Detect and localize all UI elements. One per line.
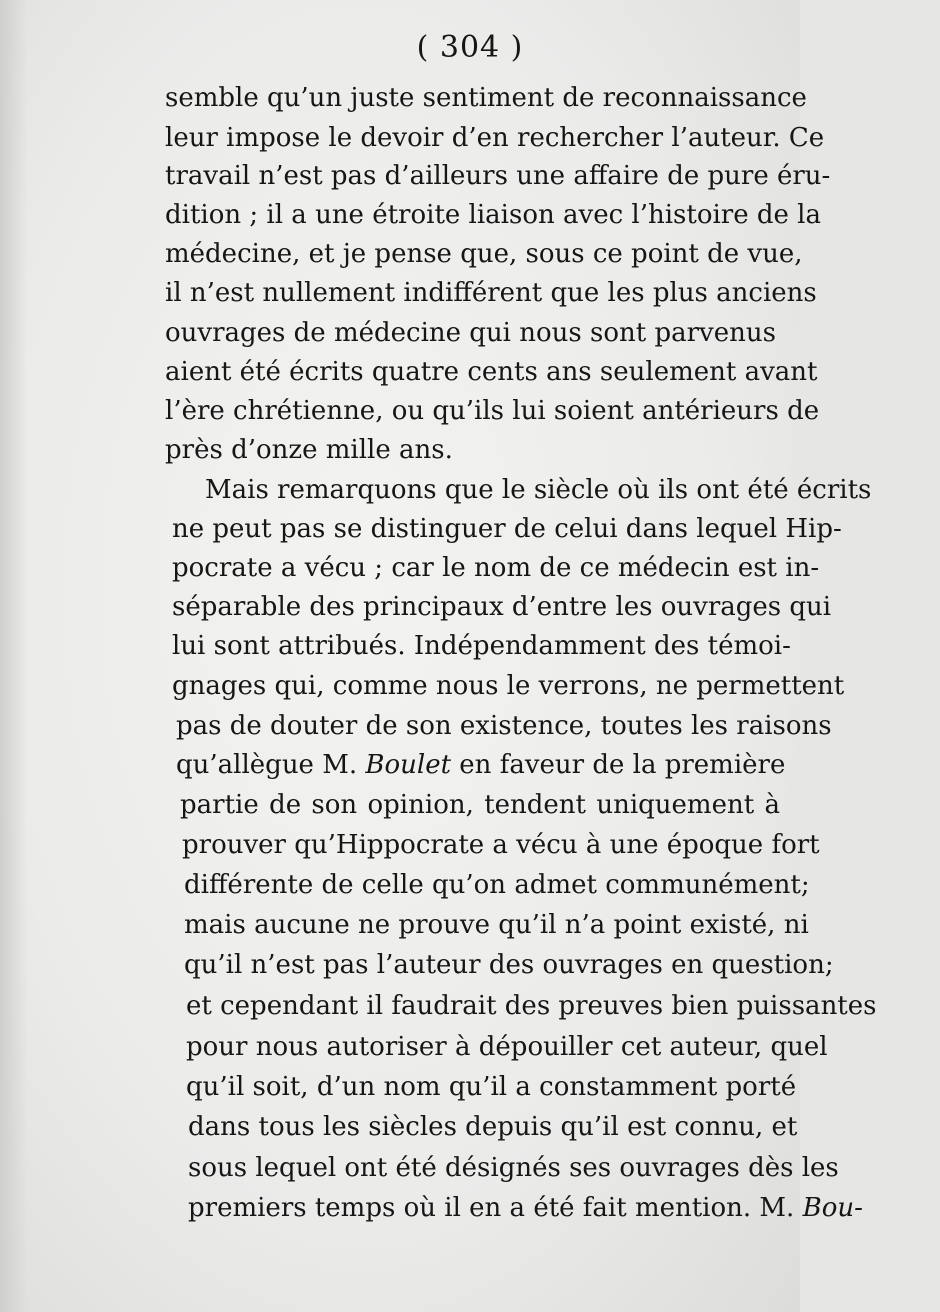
text-line: sous lequel ont été désignés ses ouvrages dès les [188, 1153, 839, 1183]
text-line: ouvrages de médecine qui nous sont parvenus [165, 318, 776, 348]
text-line: différente de celle qu’on admet communément; [184, 870, 810, 900]
text-line: et cependant il faudrait des preuves bien puissantes [186, 991, 877, 1021]
italic-name: Bou- [802, 1193, 863, 1223]
page-number: ( 304 ) [416, 30, 524, 65]
text-line: partie de son opinion, tendent uniquement à [180, 790, 780, 820]
text-line: leur impose le devoir d’en rechercher l’auteur. Ce [165, 123, 825, 153]
text-line: ne peut pas se distinguer de celui dans lequel Hip- [172, 514, 842, 544]
text-line: lui sont attribués. Indépendamment des témoi- [172, 631, 791, 661]
text-line: pas de douter de son existence, toutes les raisons [176, 711, 832, 741]
text-line: premiers temps où il en a été fait mention. M. Bou- [188, 1193, 863, 1223]
text-line: qu’il n’est pas l’auteur des ouvrages en question; [184, 950, 834, 980]
text-line: près d’onze mille ans. [165, 435, 453, 465]
text-line: pocrate a vécu ; car le nom de ce médecin est in- [172, 553, 820, 583]
text-line: gnages qui, comme nous le verrons, ne permettent [172, 671, 845, 701]
text-line: travail n’est pas d’ailleurs une affaire de pure éru- [165, 161, 831, 191]
text-line: séparable des principaux d’entre les ouvrages qui [172, 592, 832, 622]
text-line: mais aucune ne prouve qu’il n’a point existé, ni [184, 910, 809, 940]
text-line: aient été écrits quatre cents ans seulement avant [165, 357, 818, 387]
text-line: qu’allègue M. Boulet en faveur de la première [176, 750, 786, 780]
text-line: prouver qu’Hippocrate a vécu à une époque fort [182, 830, 820, 860]
text-line: qu’il soit, d’un nom qu’il a constamment porté [186, 1072, 797, 1102]
text-line: pour nous autoriser à dépouiller cet auteur, quel [186, 1032, 828, 1062]
text-line: médecine, et je pense que, sous ce point de vue, [165, 239, 803, 269]
italic-name: Boulet [365, 750, 452, 780]
text-line: dition ; il a une étroite liaison avec l’histoire de la [165, 200, 821, 230]
text-line: Mais remarquons que le siècle où ils ont été écrits [205, 475, 872, 505]
text-line: dans tous les siècles depuis qu’il est connu, et [188, 1112, 798, 1142]
text-line: il n’est nullement indifférent que les plus anciens [165, 278, 817, 308]
text-line: semble qu’un juste sentiment de reconnaissance [165, 83, 807, 113]
text-line: l’ère chrétienne, ou qu’ils lui soient antérieurs de [165, 396, 820, 426]
